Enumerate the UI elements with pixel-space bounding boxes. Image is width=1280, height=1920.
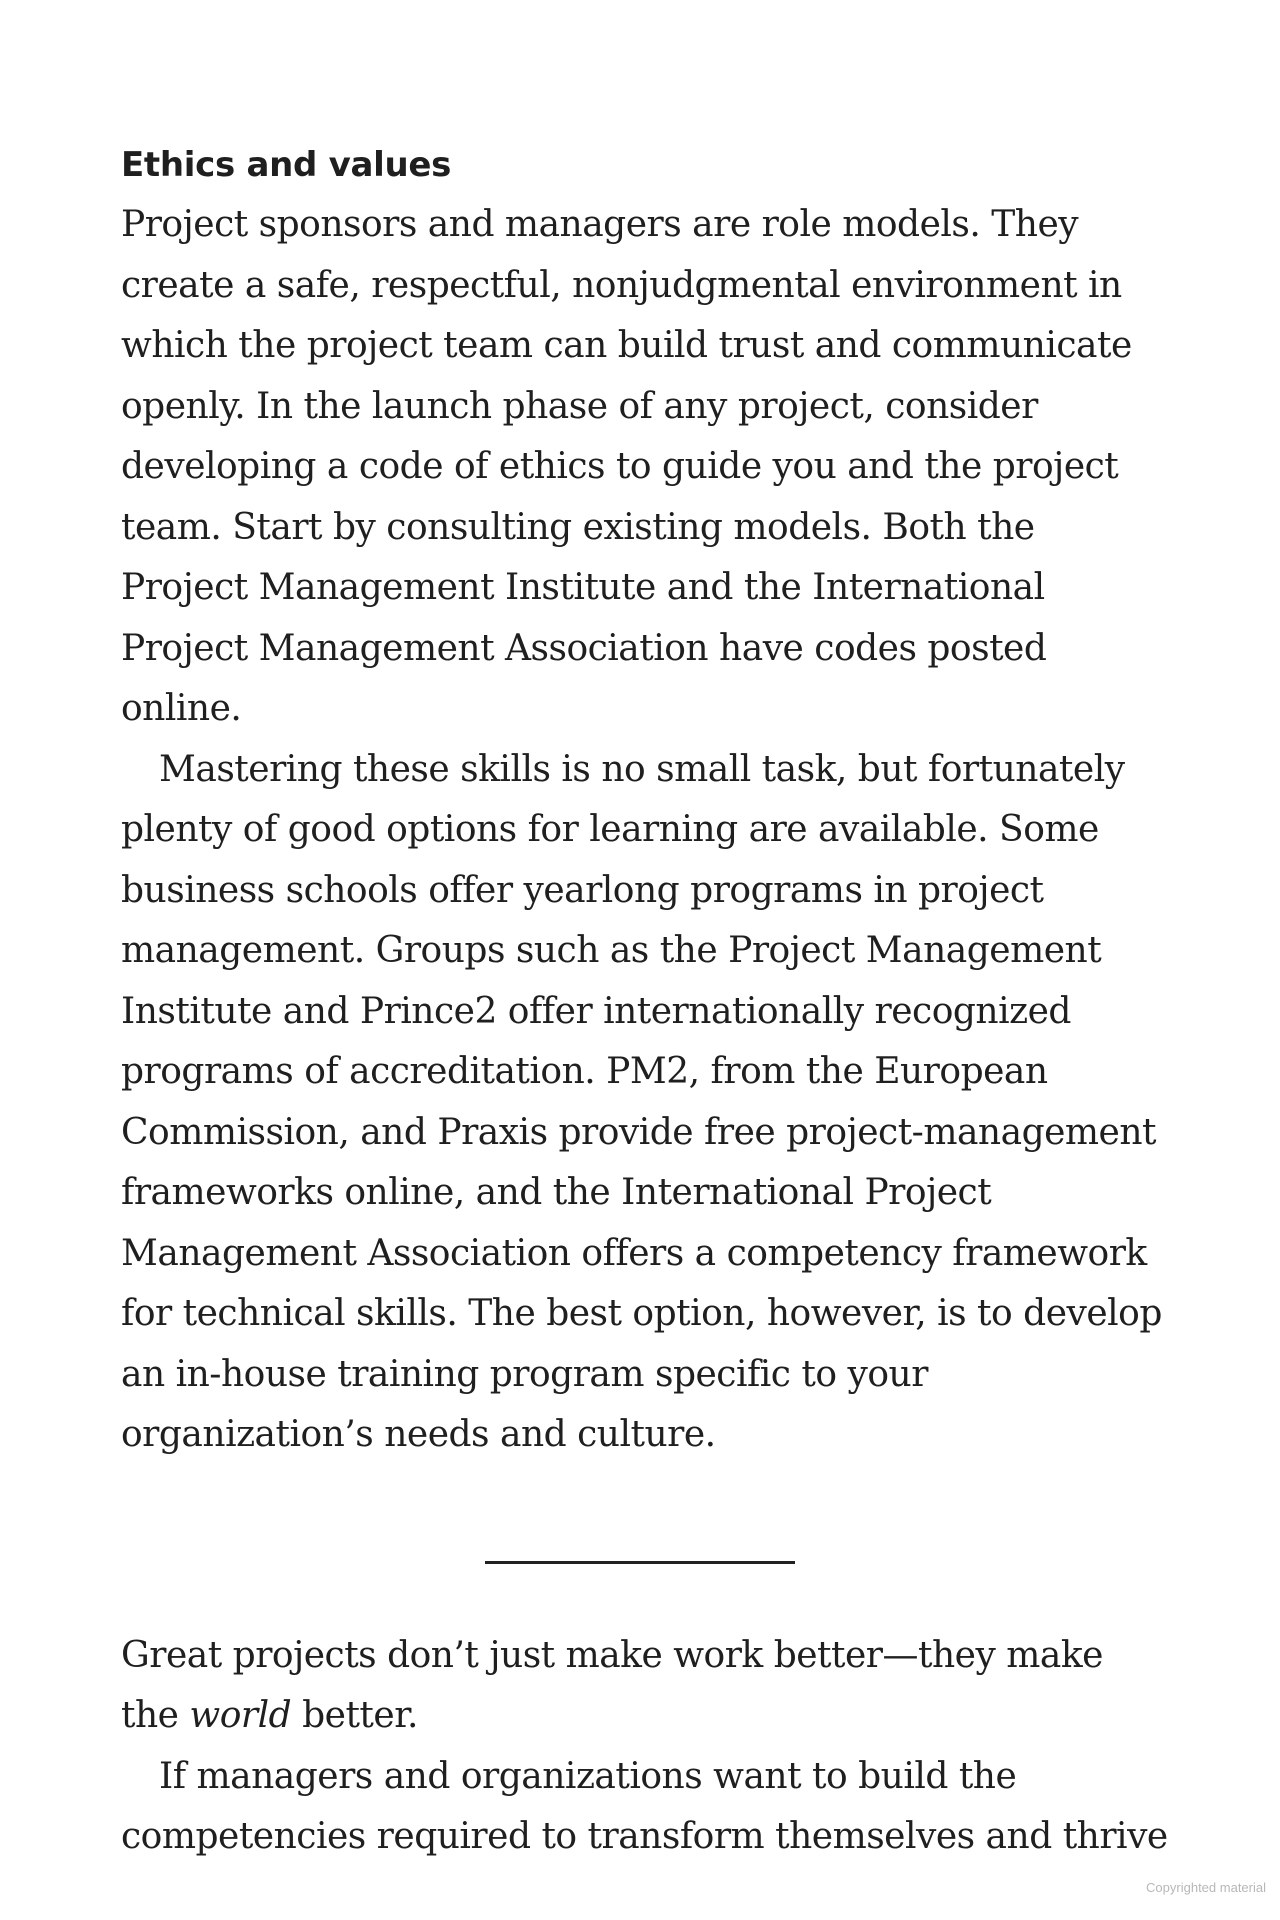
copyright-watermark: Copyrighted material bbox=[1146, 1880, 1266, 1895]
paragraph-great-projects bbox=[121, 1626, 1169, 1747]
section-divider bbox=[485, 1561, 795, 1564]
section-heading: Ethics and values bbox=[121, 145, 452, 185]
paragraph-learning-options: Mastering these skills is no small task, but fortunately plenty of good options for learning are available. Some business schools offer yearlong programs in project management. Groups such as the Project Management Institute and Prince2 offer internationally recognized programs of accreditation. PM2, from the European Commission, and Praxis provide free project-management frameworks online, and the International Project Management Association offers a competency framework for technical skills. The best option, however, is to develop an in-house training program specific to your organization’s needs and culture. bbox=[121, 748, 1162, 1455]
page-content bbox=[121, 135, 1169, 1868]
emphasis-world: world bbox=[189, 1695, 292, 1736]
paragraph-competencies: If managers and organizations want to build the competencies required to transform themselves and thrive bbox=[121, 1755, 1168, 1857]
paragraph-ethics: Project sponsors and managers are role models. They create a safe, respectful, nonjudgmental environment in which the project team can build trust and communicate openly. In the launch phase of any project, consider developing a code of ethics to guide you and the project team. Start by consulting existing models. Both the Project Management Institute and the International Project Management Association have codes posted online. bbox=[121, 204, 1132, 729]
great-projects-text-end: better. bbox=[291, 1695, 418, 1736]
great-projects-text-start: Great projects don’t just make work better—they make the bbox=[121, 1634, 1103, 1736]
